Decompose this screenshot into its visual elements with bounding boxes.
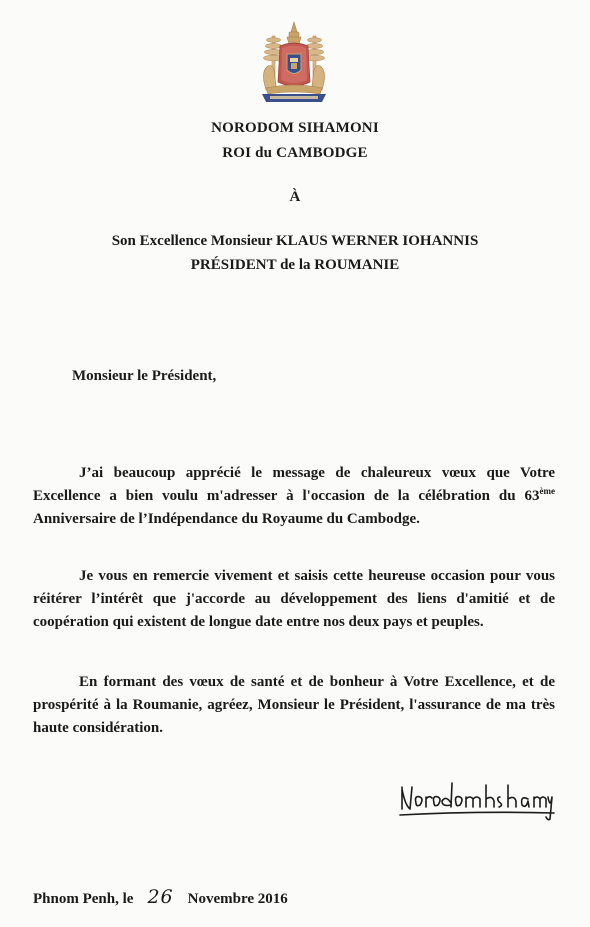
place-date-prefix: Phnom Penh, le: [33, 891, 134, 907]
ordinal-number: 63: [524, 488, 540, 504]
sender-name: NORODOM SIHAMONI: [211, 120, 379, 136]
recipient-title: PRÉSIDENT de la ROUMANIE: [190, 257, 400, 273]
royal-crest-icon: [254, 20, 334, 104]
paragraph-1-text-after: Anniversaire de l’Indépendance du Royaume du Cambodge.: [33, 511, 420, 527]
paragraph-1: [33, 462, 555, 531]
ordinal-suffix: ème: [539, 486, 555, 496]
paragraph-1-text: J’ai beaucoup apprécié le message de chaleureux vœux que Votre Excellence a bien voulu m'adresser à l'occasion de la célébration du: [33, 465, 555, 504]
date-day: 26: [147, 886, 174, 908]
paragraph-2: Je vous en remercie vivement et saisis cette heureuse occasion pour vous réitérer l’intérêt que j'accorde au développement des liens d'amitié et de coopération qui existent de longue date entre nos deux pays et peuples.: [33, 568, 555, 630]
signature-icon: [396, 775, 556, 823]
sender-title: ROI du CAMBODGE: [222, 145, 368, 161]
recipient-name: Son Excellence Monsieur KLAUS WERNER IOHANNIS: [111, 233, 479, 249]
date-month-year: Novembre 2016: [187, 891, 288, 907]
place-and-date: [33, 886, 288, 908]
salutation: Monsieur le Président,: [72, 368, 217, 384]
address-preposition: À: [289, 189, 301, 205]
paragraph-3: En formant des vœux de santé et de bonheur à Votre Excellence, et de prospérité à la Roumanie, agréez, Monsieur le Président, l'assurance de ma très haute considération.: [33, 674, 555, 736]
